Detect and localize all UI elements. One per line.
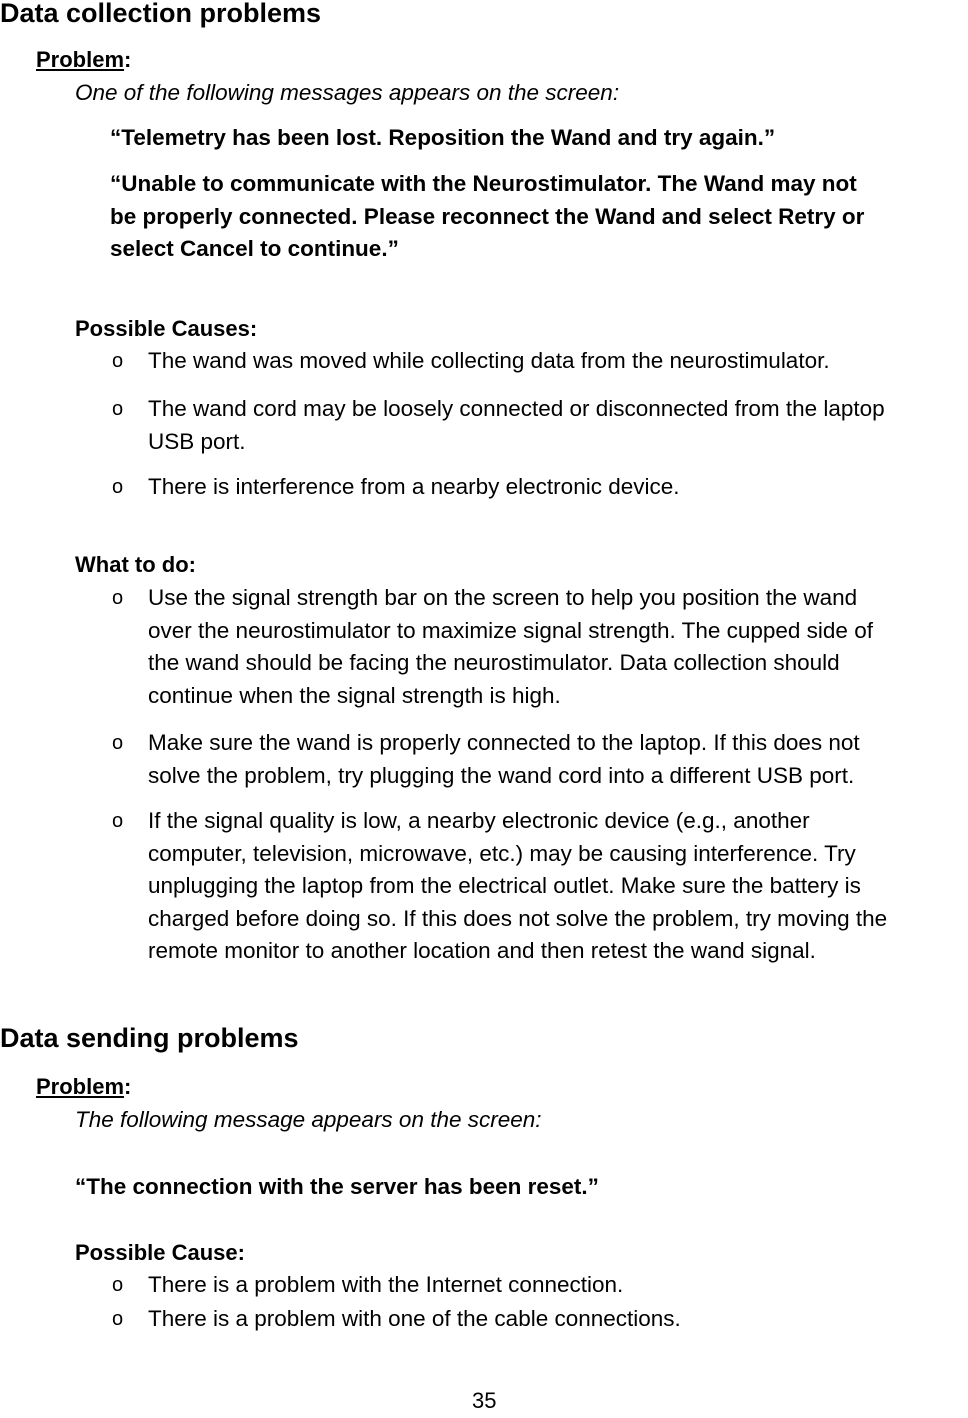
- bullet-circle-icon: o: [112, 1274, 124, 1296]
- what-to-do-heading: What to do:: [75, 552, 196, 577]
- list-item-text: There is a problem with one of the cable connections.: [148, 1306, 681, 1331]
- list-item-text: There is interference from a nearby electronic device.: [148, 474, 680, 499]
- list-item-text: [148, 393, 885, 458]
- possible-causes-heading: Possible Causes:: [75, 316, 258, 341]
- list-item-line: If the signal quality is low, a nearby electronic device (e.g., another: [148, 808, 810, 833]
- page-number: 35: [472, 1388, 497, 1413]
- list-item-line: Use the signal strength bar on the screen to help you position the wand: [148, 585, 858, 610]
- list-item-line: the wand should be facing the neurostimulator. Data collection should: [148, 650, 840, 675]
- problem-label: [36, 44, 131, 77]
- telemetry-lost-message: “Telemetry has been lost. Reposition the Wand and try again.”: [110, 125, 776, 150]
- section-heading-data-collection: Data collection problems: [0, 0, 322, 28]
- bullet-circle-icon: o: [112, 587, 124, 609]
- message-line: be properly connected. Please reconnect the Wand and select Retry or: [110, 203, 865, 229]
- list-item-text: [148, 582, 873, 712]
- bullet-circle-icon: o: [112, 476, 124, 498]
- message-line: “Unable to communicate with the Neurostimulator. The Wand may not: [110, 171, 857, 196]
- bullet-circle-icon: o: [112, 398, 124, 420]
- problem-colon: :: [124, 47, 132, 72]
- list-item-text: The wand was moved while collecting data from the neurostimulator.: [148, 348, 830, 373]
- list-item-line: remote monitor to another location and then retest the wand signal.: [148, 938, 816, 963]
- unable-to-communicate-message: [110, 168, 864, 266]
- message-line: select Cancel to continue.”: [110, 236, 399, 261]
- problem-label-text: Problem: [36, 47, 125, 72]
- problem-intro: The following message appears on the screen:: [75, 1107, 542, 1132]
- bullet-circle-icon: o: [112, 1308, 124, 1330]
- list-item-line: solve the problem, try plugging the wand cord into a different USB port.: [148, 762, 855, 788]
- list-item-line: charged before doing so. If this does not solve the problem, try moving the: [148, 905, 888, 931]
- bullet-circle-icon: o: [112, 732, 124, 754]
- list-item-text: [148, 727, 860, 792]
- connection-reset-message: “The connection with the server has been reset.”: [75, 1174, 599, 1199]
- list-item-line: Make sure the wand is properly connected to the laptop. If this does not: [148, 730, 860, 755]
- list-item-line: USB port.: [148, 428, 246, 454]
- problem-label-text: Problem: [36, 1074, 125, 1099]
- list-item-line: continue when the signal strength is high.: [148, 682, 561, 708]
- list-item-line: unplugging the laptop from the electrical outlet. Make sure the battery is: [148, 873, 861, 898]
- bullet-circle-icon: o: [112, 350, 124, 372]
- bullet-circle-icon: o: [112, 810, 124, 832]
- list-item-line: The wand cord may be loosely connected or disconnected from the laptop: [148, 396, 885, 421]
- possible-cause-heading: Possible Cause:: [75, 1240, 245, 1265]
- list-item-text: There is a problem with the Internet connection.: [148, 1272, 624, 1297]
- problem-colon: :: [124, 1074, 132, 1099]
- list-item-line: computer, television, microwave, etc.) may be causing interference. Try: [148, 840, 856, 866]
- problem-intro: One of the following messages appears on the screen:: [75, 80, 620, 105]
- section-heading-data-sending: Data sending problems: [0, 1023, 299, 1053]
- problem-label: [36, 1071, 131, 1104]
- list-item-text: [148, 805, 887, 968]
- list-item-line: over the neurostimulator to maximize signal strength. The cupped side of: [148, 617, 873, 643]
